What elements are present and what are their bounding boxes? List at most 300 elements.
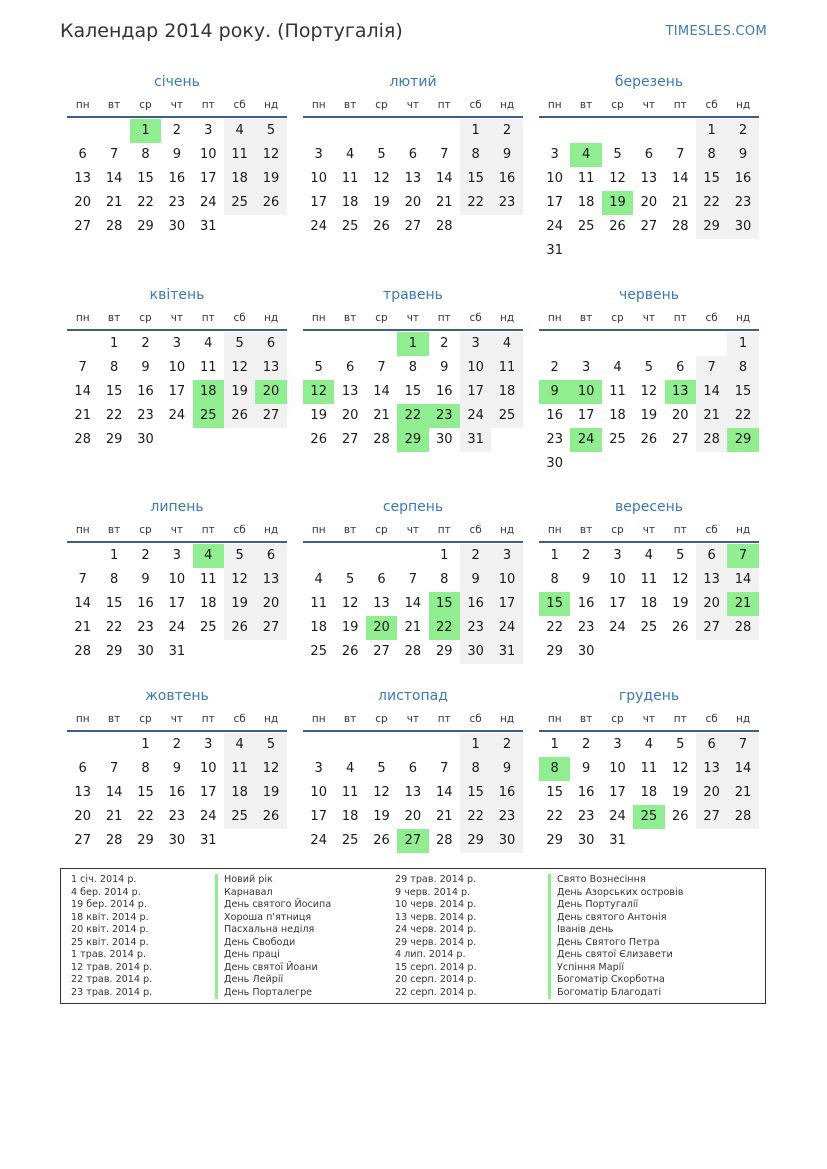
day-cell[interactable]: 6 <box>676 360 685 375</box>
day-cell[interactable]: 1 <box>109 548 119 563</box>
day-cell[interactable]: 3 <box>613 548 622 563</box>
day-cell[interactable]: 8 <box>539 757 570 781</box>
day-cell[interactable]: 20 <box>671 408 689 423</box>
day-cell[interactable]: 19 <box>224 592 255 616</box>
day-cell[interactable]: 5 <box>676 548 685 563</box>
day-cell[interactable]: 29 <box>460 829 491 853</box>
day-cell[interactable]: 14 <box>105 785 123 800</box>
day-cell[interactable]: 4 <box>204 336 213 351</box>
day-cell[interactable]: 2 <box>172 737 181 752</box>
day-cell[interactable]: 29 <box>137 833 154 848</box>
day-cell[interactable]: 21 <box>74 620 91 635</box>
day-cell[interactable]: 7 <box>408 572 417 587</box>
day-cell[interactable]: 10 <box>546 171 563 186</box>
day-cell[interactable]: 5 <box>377 761 386 776</box>
day-cell[interactable]: 13 <box>696 757 727 781</box>
day-cell[interactable]: 23 <box>727 191 758 215</box>
day-cell[interactable]: 4 <box>224 733 255 757</box>
day-cell[interactable]: 16 <box>460 592 491 616</box>
day-cell[interactable]: 12 <box>255 757 286 781</box>
day-cell[interactable]: 19 <box>310 408 327 423</box>
day-cell[interactable]: 13 <box>74 785 91 800</box>
day-cell[interactable]: 21 <box>696 404 727 428</box>
day-cell[interactable]: 15 <box>404 384 422 399</box>
day-cell[interactable]: 28 <box>74 432 91 447</box>
day-cell[interactable]: 20 <box>696 781 727 805</box>
day-cell[interactable]: 30 <box>168 219 186 234</box>
day-cell[interactable]: 25 <box>224 191 255 215</box>
day-cell[interactable]: 5 <box>224 332 255 356</box>
day-cell[interactable]: 29 <box>397 428 428 452</box>
day-cell[interactable]: 19 <box>224 380 255 404</box>
day-cell[interactable]: 24 <box>199 195 217 210</box>
day-cell[interactable]: 5 <box>345 572 355 587</box>
day-cell[interactable]: 3 <box>460 332 491 356</box>
day-cell[interactable]: 17 <box>168 596 186 611</box>
day-cell[interactable]: 10 <box>609 761 626 776</box>
day-cell[interactable]: 9 <box>172 761 181 776</box>
day-cell[interactable]: 8 <box>460 757 491 781</box>
day-cell[interactable]: 24 <box>199 809 217 824</box>
day-cell[interactable]: 30 <box>435 432 453 447</box>
day-cell[interactable]: 10 <box>199 147 217 162</box>
day-cell[interactable]: 16 <box>546 408 563 423</box>
day-cell[interactable]: 27 <box>74 833 91 848</box>
day-cell[interactable]: 17 <box>310 195 327 210</box>
day-cell[interactable]: 5 <box>255 733 286 757</box>
day-cell[interactable]: 1 <box>696 119 727 143</box>
day-cell[interactable]: 12 <box>255 143 286 167</box>
day-cell[interactable]: 10 <box>168 360 186 375</box>
day-cell[interactable]: 6 <box>255 544 286 568</box>
day-cell[interactable]: 14 <box>435 785 453 800</box>
day-cell[interactable]: 4 <box>224 119 255 143</box>
day-cell[interactable]: 21 <box>105 195 123 210</box>
day-cell[interactable]: 22 <box>546 809 563 824</box>
day-cell[interactable]: 2 <box>550 360 559 375</box>
day-cell[interactable]: 22 <box>546 620 563 635</box>
day-cell[interactable]: 28 <box>727 616 758 640</box>
day-cell[interactable]: 20 <box>341 408 359 423</box>
day-cell[interactable]: 24 <box>168 620 186 635</box>
day-cell[interactable]: 30 <box>491 829 522 853</box>
day-cell[interactable]: 23 <box>168 195 186 210</box>
day-cell[interactable]: 13 <box>255 568 286 592</box>
day-cell[interactable]: 2 <box>581 737 591 752</box>
day-cell[interactable]: 16 <box>491 781 522 805</box>
day-cell[interactable]: 9 <box>460 568 491 592</box>
day-cell[interactable]: 16 <box>727 167 758 191</box>
day-cell[interactable]: 5 <box>644 360 653 375</box>
day-cell[interactable]: 3 <box>314 761 323 776</box>
day-cell[interactable]: 25 <box>341 219 359 234</box>
day-cell[interactable]: 27 <box>373 644 390 659</box>
day-cell[interactable]: 6 <box>696 544 727 568</box>
day-cell[interactable]: 2 <box>581 548 591 563</box>
day-cell[interactable]: 16 <box>137 384 154 399</box>
day-cell[interactable]: 2 <box>727 119 758 143</box>
day-cell[interactable]: 28 <box>435 833 453 848</box>
day-cell[interactable]: 19 <box>255 781 286 805</box>
day-cell[interactable]: 24 <box>310 833 327 848</box>
day-cell[interactable]: 11 <box>609 384 626 399</box>
day-cell[interactable]: 8 <box>460 143 491 167</box>
day-cell[interactable]: 22 <box>137 195 154 210</box>
day-cell[interactable]: 4 <box>613 360 622 375</box>
day-cell[interactable]: 11 <box>577 171 595 186</box>
day-cell[interactable]: 1 <box>727 332 758 356</box>
day-cell[interactable]: 3 <box>172 548 181 563</box>
day-cell[interactable]: 23 <box>460 616 491 640</box>
day-cell[interactable]: 20 <box>255 380 286 404</box>
day-cell[interactable]: 17 <box>609 785 626 800</box>
day-cell[interactable]: 13 <box>404 785 422 800</box>
day-cell[interactable]: 19 <box>602 191 633 215</box>
day-cell[interactable]: 16 <box>491 167 522 191</box>
day-cell[interactable]: 15 <box>539 592 570 616</box>
day-cell[interactable]: 22 <box>105 620 123 635</box>
day-cell[interactable]: 22 <box>460 805 491 829</box>
day-cell[interactable]: 26 <box>310 432 327 447</box>
day-cell[interactable]: 12 <box>224 356 255 380</box>
day-cell[interactable]: 17 <box>577 408 595 423</box>
day-cell[interactable]: 22 <box>696 191 727 215</box>
day-cell[interactable]: 26 <box>373 833 390 848</box>
day-cell[interactable]: 4 <box>345 761 355 776</box>
day-cell[interactable]: 18 <box>577 195 595 210</box>
day-cell[interactable]: 27 <box>74 219 91 234</box>
day-cell[interactable]: 19 <box>373 195 390 210</box>
day-cell[interactable]: 26 <box>255 805 286 829</box>
day-cell[interactable]: 14 <box>435 171 453 186</box>
day-cell[interactable]: 2 <box>491 119 522 143</box>
day-cell[interactable]: 29 <box>546 833 563 848</box>
day-cell[interactable]: 8 <box>141 147 150 162</box>
day-cell[interactable]: 28 <box>696 428 727 452</box>
day-cell[interactable]: 6 <box>78 147 87 162</box>
day-cell[interactable]: 15 <box>460 781 491 805</box>
day-cell[interactable]: 25 <box>310 644 327 659</box>
day-cell[interactable]: 13 <box>696 568 727 592</box>
day-cell[interactable]: 3 <box>314 147 323 162</box>
day-cell[interactable]: 19 <box>671 785 689 800</box>
day-cell[interactable]: 15 <box>105 596 123 611</box>
day-cell[interactable]: 13 <box>640 171 658 186</box>
day-cell[interactable]: 1 <box>130 119 161 143</box>
day-cell[interactable]: 14 <box>727 568 758 592</box>
day-cell[interactable]: 2 <box>141 548 150 563</box>
day-cell[interactable]: 5 <box>676 737 685 752</box>
day-cell[interactable]: 15 <box>137 171 154 186</box>
day-cell[interactable]: 9 <box>491 143 522 167</box>
day-cell[interactable]: 30 <box>546 456 563 471</box>
day-cell[interactable]: 16 <box>168 171 186 186</box>
day-cell[interactable]: 14 <box>74 596 91 611</box>
day-cell[interactable]: 10 <box>491 568 522 592</box>
day-cell[interactable]: 26 <box>609 219 626 234</box>
day-cell[interactable]: 8 <box>109 572 119 587</box>
day-cell[interactable]: 25 <box>341 833 359 848</box>
day-cell[interactable]: 9 <box>727 143 758 167</box>
day-cell[interactable]: 8 <box>696 143 727 167</box>
day-cell[interactable]: 15 <box>460 167 491 191</box>
day-cell[interactable]: 3 <box>581 360 591 375</box>
day-cell[interactable]: 11 <box>224 143 255 167</box>
day-cell[interactable]: 26 <box>671 809 689 824</box>
day-cell[interactable]: 20 <box>640 195 658 210</box>
day-cell[interactable]: 11 <box>224 757 255 781</box>
day-cell[interactable]: 16 <box>168 785 186 800</box>
day-cell[interactable]: 4 <box>491 332 522 356</box>
day-cell[interactable]: 31 <box>168 644 186 659</box>
day-cell[interactable]: 30 <box>577 644 595 659</box>
day-cell[interactable]: 28 <box>671 219 689 234</box>
day-cell[interactable]: 20 <box>255 592 286 616</box>
day-cell[interactable]: 7 <box>109 147 119 162</box>
day-cell[interactable]: 17 <box>199 171 217 186</box>
day-cell[interactable]: 18 <box>310 620 327 635</box>
day-cell[interactable]: 7 <box>440 761 449 776</box>
day-cell[interactable]: 7 <box>78 572 87 587</box>
day-cell[interactable]: 21 <box>727 592 758 616</box>
day-cell[interactable]: 13 <box>404 171 422 186</box>
day-cell[interactable]: 23 <box>577 620 595 635</box>
day-cell[interactable]: 22 <box>137 809 154 824</box>
day-cell[interactable]: 18 <box>640 596 658 611</box>
day-cell[interactable]: 21 <box>727 781 758 805</box>
day-cell[interactable]: 10 <box>168 572 186 587</box>
day-cell[interactable]: 22 <box>460 191 491 215</box>
day-cell[interactable]: 4 <box>644 548 653 563</box>
day-cell[interactable]: 6 <box>255 332 286 356</box>
day-cell[interactable]: 9 <box>141 572 150 587</box>
day-cell[interactable]: 27 <box>255 616 286 640</box>
day-cell[interactable]: 7 <box>676 147 685 162</box>
day-cell[interactable]: 17 <box>199 785 217 800</box>
day-cell[interactable]: 31 <box>546 243 563 258</box>
day-cell[interactable]: 20 <box>404 809 422 824</box>
day-cell[interactable]: 15 <box>546 785 563 800</box>
day-cell[interactable]: 27 <box>255 404 286 428</box>
day-cell[interactable]: 21 <box>435 195 453 210</box>
day-cell[interactable]: 29 <box>727 428 758 452</box>
day-cell[interactable]: 2 <box>440 336 449 351</box>
day-cell[interactable]: 23 <box>577 809 595 824</box>
day-cell[interactable]: 9 <box>581 761 591 776</box>
day-cell[interactable]: 25 <box>633 805 664 829</box>
day-cell[interactable]: 2 <box>460 544 491 568</box>
day-cell[interactable]: 29 <box>435 644 453 659</box>
day-cell[interactable]: 10 <box>570 380 601 404</box>
day-cell[interactable]: 29 <box>137 219 154 234</box>
day-cell[interactable]: 18 <box>341 195 359 210</box>
day-cell[interactable]: 4 <box>644 737 653 752</box>
day-cell[interactable]: 3 <box>172 336 181 351</box>
day-cell[interactable]: 18 <box>224 167 255 191</box>
day-cell[interactable]: 3 <box>204 737 213 752</box>
day-cell[interactable]: 24 <box>168 408 186 423</box>
day-cell[interactable]: 17 <box>310 809 327 824</box>
day-cell[interactable]: 20 <box>696 592 727 616</box>
site-link[interactable]: TIMESLES.COM <box>665 24 767 39</box>
day-cell[interactable]: 14 <box>74 384 91 399</box>
day-cell[interactable]: 13 <box>74 171 91 186</box>
day-cell[interactable]: 14 <box>671 171 689 186</box>
day-cell[interactable]: 19 <box>341 620 359 635</box>
day-cell[interactable]: 3 <box>204 123 213 138</box>
day-cell[interactable]: 5 <box>377 147 386 162</box>
day-cell[interactable]: 9 <box>581 572 591 587</box>
day-cell[interactable]: 24 <box>460 404 491 428</box>
day-cell[interactable]: 14 <box>727 757 758 781</box>
day-cell[interactable]: 5 <box>255 119 286 143</box>
day-cell[interactable]: 28 <box>373 432 390 447</box>
day-cell[interactable]: 5 <box>613 147 622 162</box>
day-cell[interactable]: 18 <box>193 380 224 404</box>
day-cell[interactable]: 11 <box>341 785 359 800</box>
day-cell[interactable]: 27 <box>397 829 428 853</box>
day-cell[interactable]: 16 <box>577 596 595 611</box>
day-cell[interactable]: 19 <box>671 596 689 611</box>
day-cell[interactable]: 15 <box>137 785 154 800</box>
day-cell[interactable]: 6 <box>644 147 653 162</box>
day-cell[interactable]: 12 <box>640 384 658 399</box>
day-cell[interactable]: 19 <box>255 167 286 191</box>
day-cell[interactable]: 6 <box>408 147 417 162</box>
day-cell[interactable]: 9 <box>141 360 150 375</box>
day-cell[interactable]: 27 <box>696 805 727 829</box>
day-cell[interactable]: 12 <box>373 171 390 186</box>
day-cell[interactable]: 29 <box>546 644 563 659</box>
day-cell[interactable]: 8 <box>440 572 449 587</box>
day-cell[interactable]: 28 <box>727 805 758 829</box>
day-cell[interactable]: 18 <box>341 809 359 824</box>
day-cell[interactable]: 4 <box>570 143 601 167</box>
day-cell[interactable]: 30 <box>577 833 595 848</box>
day-cell[interactable]: 6 <box>696 733 727 757</box>
day-cell[interactable]: 14 <box>404 596 422 611</box>
day-cell[interactable]: 23 <box>137 408 154 423</box>
day-cell[interactable]: 16 <box>577 785 595 800</box>
day-cell[interactable]: 18 <box>224 781 255 805</box>
day-cell[interactable]: 21 <box>105 809 123 824</box>
day-cell[interactable]: 7 <box>109 761 119 776</box>
day-cell[interactable]: 20 <box>74 195 91 210</box>
day-cell[interactable]: 11 <box>310 596 327 611</box>
day-cell[interactable]: 8 <box>141 761 150 776</box>
day-cell[interactable]: 21 <box>74 408 91 423</box>
day-cell[interactable]: 3 <box>613 737 622 752</box>
day-cell[interactable]: 27 <box>404 219 422 234</box>
day-cell[interactable]: 30 <box>727 215 758 239</box>
day-cell[interactable]: 22 <box>397 404 428 428</box>
day-cell[interactable]: 18 <box>491 380 522 404</box>
day-cell[interactable]: 1 <box>550 737 559 752</box>
day-cell[interactable]: 30 <box>460 640 491 664</box>
day-cell[interactable]: 17 <box>460 380 491 404</box>
day-cell[interactable]: 1 <box>141 737 150 752</box>
day-cell[interactable]: 15 <box>105 384 123 399</box>
day-cell[interactable]: 11 <box>341 171 359 186</box>
day-cell[interactable]: 26 <box>373 219 390 234</box>
day-cell[interactable]: 1 <box>440 548 449 563</box>
day-cell[interactable]: 10 <box>310 171 327 186</box>
day-cell[interactable]: 26 <box>224 404 255 428</box>
day-cell[interactable]: 9 <box>440 360 449 375</box>
day-cell[interactable]: 8 <box>109 360 119 375</box>
day-cell[interactable]: 18 <box>199 596 217 611</box>
day-cell[interactable]: 26 <box>671 620 689 635</box>
day-cell[interactable]: 19 <box>373 809 390 824</box>
day-cell[interactable]: 19 <box>640 408 658 423</box>
day-cell[interactable]: 6 <box>408 761 417 776</box>
day-cell[interactable]: 5 <box>224 544 255 568</box>
day-cell[interactable]: 23 <box>546 432 563 447</box>
day-cell[interactable]: 21 <box>404 620 422 635</box>
day-cell[interactable]: 1 <box>397 332 428 356</box>
day-cell[interactable]: 26 <box>640 432 658 447</box>
day-cell[interactable]: 6 <box>377 572 386 587</box>
day-cell[interactable]: 6 <box>345 360 355 375</box>
day-cell[interactable]: 24 <box>609 620 626 635</box>
day-cell[interactable]: 15 <box>429 592 460 616</box>
day-cell[interactable]: 23 <box>168 809 186 824</box>
day-cell[interactable]: 17 <box>168 384 186 399</box>
day-cell[interactable]: 9 <box>491 757 522 781</box>
day-cell[interactable]: 15 <box>727 380 758 404</box>
day-cell[interactable]: 23 <box>491 191 522 215</box>
day-cell[interactable]: 10 <box>609 572 626 587</box>
day-cell[interactable]: 25 <box>640 620 658 635</box>
day-cell[interactable]: 31 <box>491 640 522 664</box>
day-cell[interactable]: 25 <box>577 219 595 234</box>
day-cell[interactable]: 31 <box>460 428 491 452</box>
day-cell[interactable]: 16 <box>137 596 154 611</box>
day-cell[interactable]: 12 <box>224 568 255 592</box>
day-cell[interactable]: 14 <box>373 384 390 399</box>
day-cell[interactable]: 24 <box>609 809 626 824</box>
day-cell[interactable]: 22 <box>105 408 123 423</box>
day-cell[interactable]: 24 <box>491 616 522 640</box>
day-cell[interactable]: 16 <box>435 384 453 399</box>
day-cell[interactable]: 3 <box>491 544 522 568</box>
day-cell[interactable]: 7 <box>377 360 386 375</box>
day-cell[interactable]: 13 <box>341 384 359 399</box>
day-cell[interactable]: 21 <box>435 809 453 824</box>
day-cell[interactable]: 25 <box>199 620 217 635</box>
day-cell[interactable]: 1 <box>460 119 491 143</box>
day-cell[interactable]: 20 <box>74 809 91 824</box>
day-cell[interactable]: 2 <box>141 336 150 351</box>
day-cell[interactable]: 22 <box>429 616 460 640</box>
day-cell[interactable]: 11 <box>640 761 658 776</box>
day-cell[interactable]: 12 <box>609 171 626 186</box>
day-cell[interactable]: 30 <box>137 644 154 659</box>
day-cell[interactable]: 8 <box>550 572 559 587</box>
day-cell[interactable]: 20 <box>404 195 422 210</box>
day-cell[interactable]: 24 <box>310 219 327 234</box>
day-cell[interactable]: 12 <box>303 380 334 404</box>
day-cell[interactable]: 11 <box>491 356 522 380</box>
day-cell[interactable]: 23 <box>429 404 460 428</box>
day-cell[interactable]: 25 <box>193 404 224 428</box>
day-cell[interactable]: 5 <box>314 360 323 375</box>
day-cell[interactable]: 1 <box>109 336 119 351</box>
day-cell[interactable]: 11 <box>640 572 658 587</box>
day-cell[interactable]: 3 <box>550 147 559 162</box>
day-cell[interactable]: 20 <box>366 616 397 640</box>
day-cell[interactable]: 27 <box>696 616 727 640</box>
